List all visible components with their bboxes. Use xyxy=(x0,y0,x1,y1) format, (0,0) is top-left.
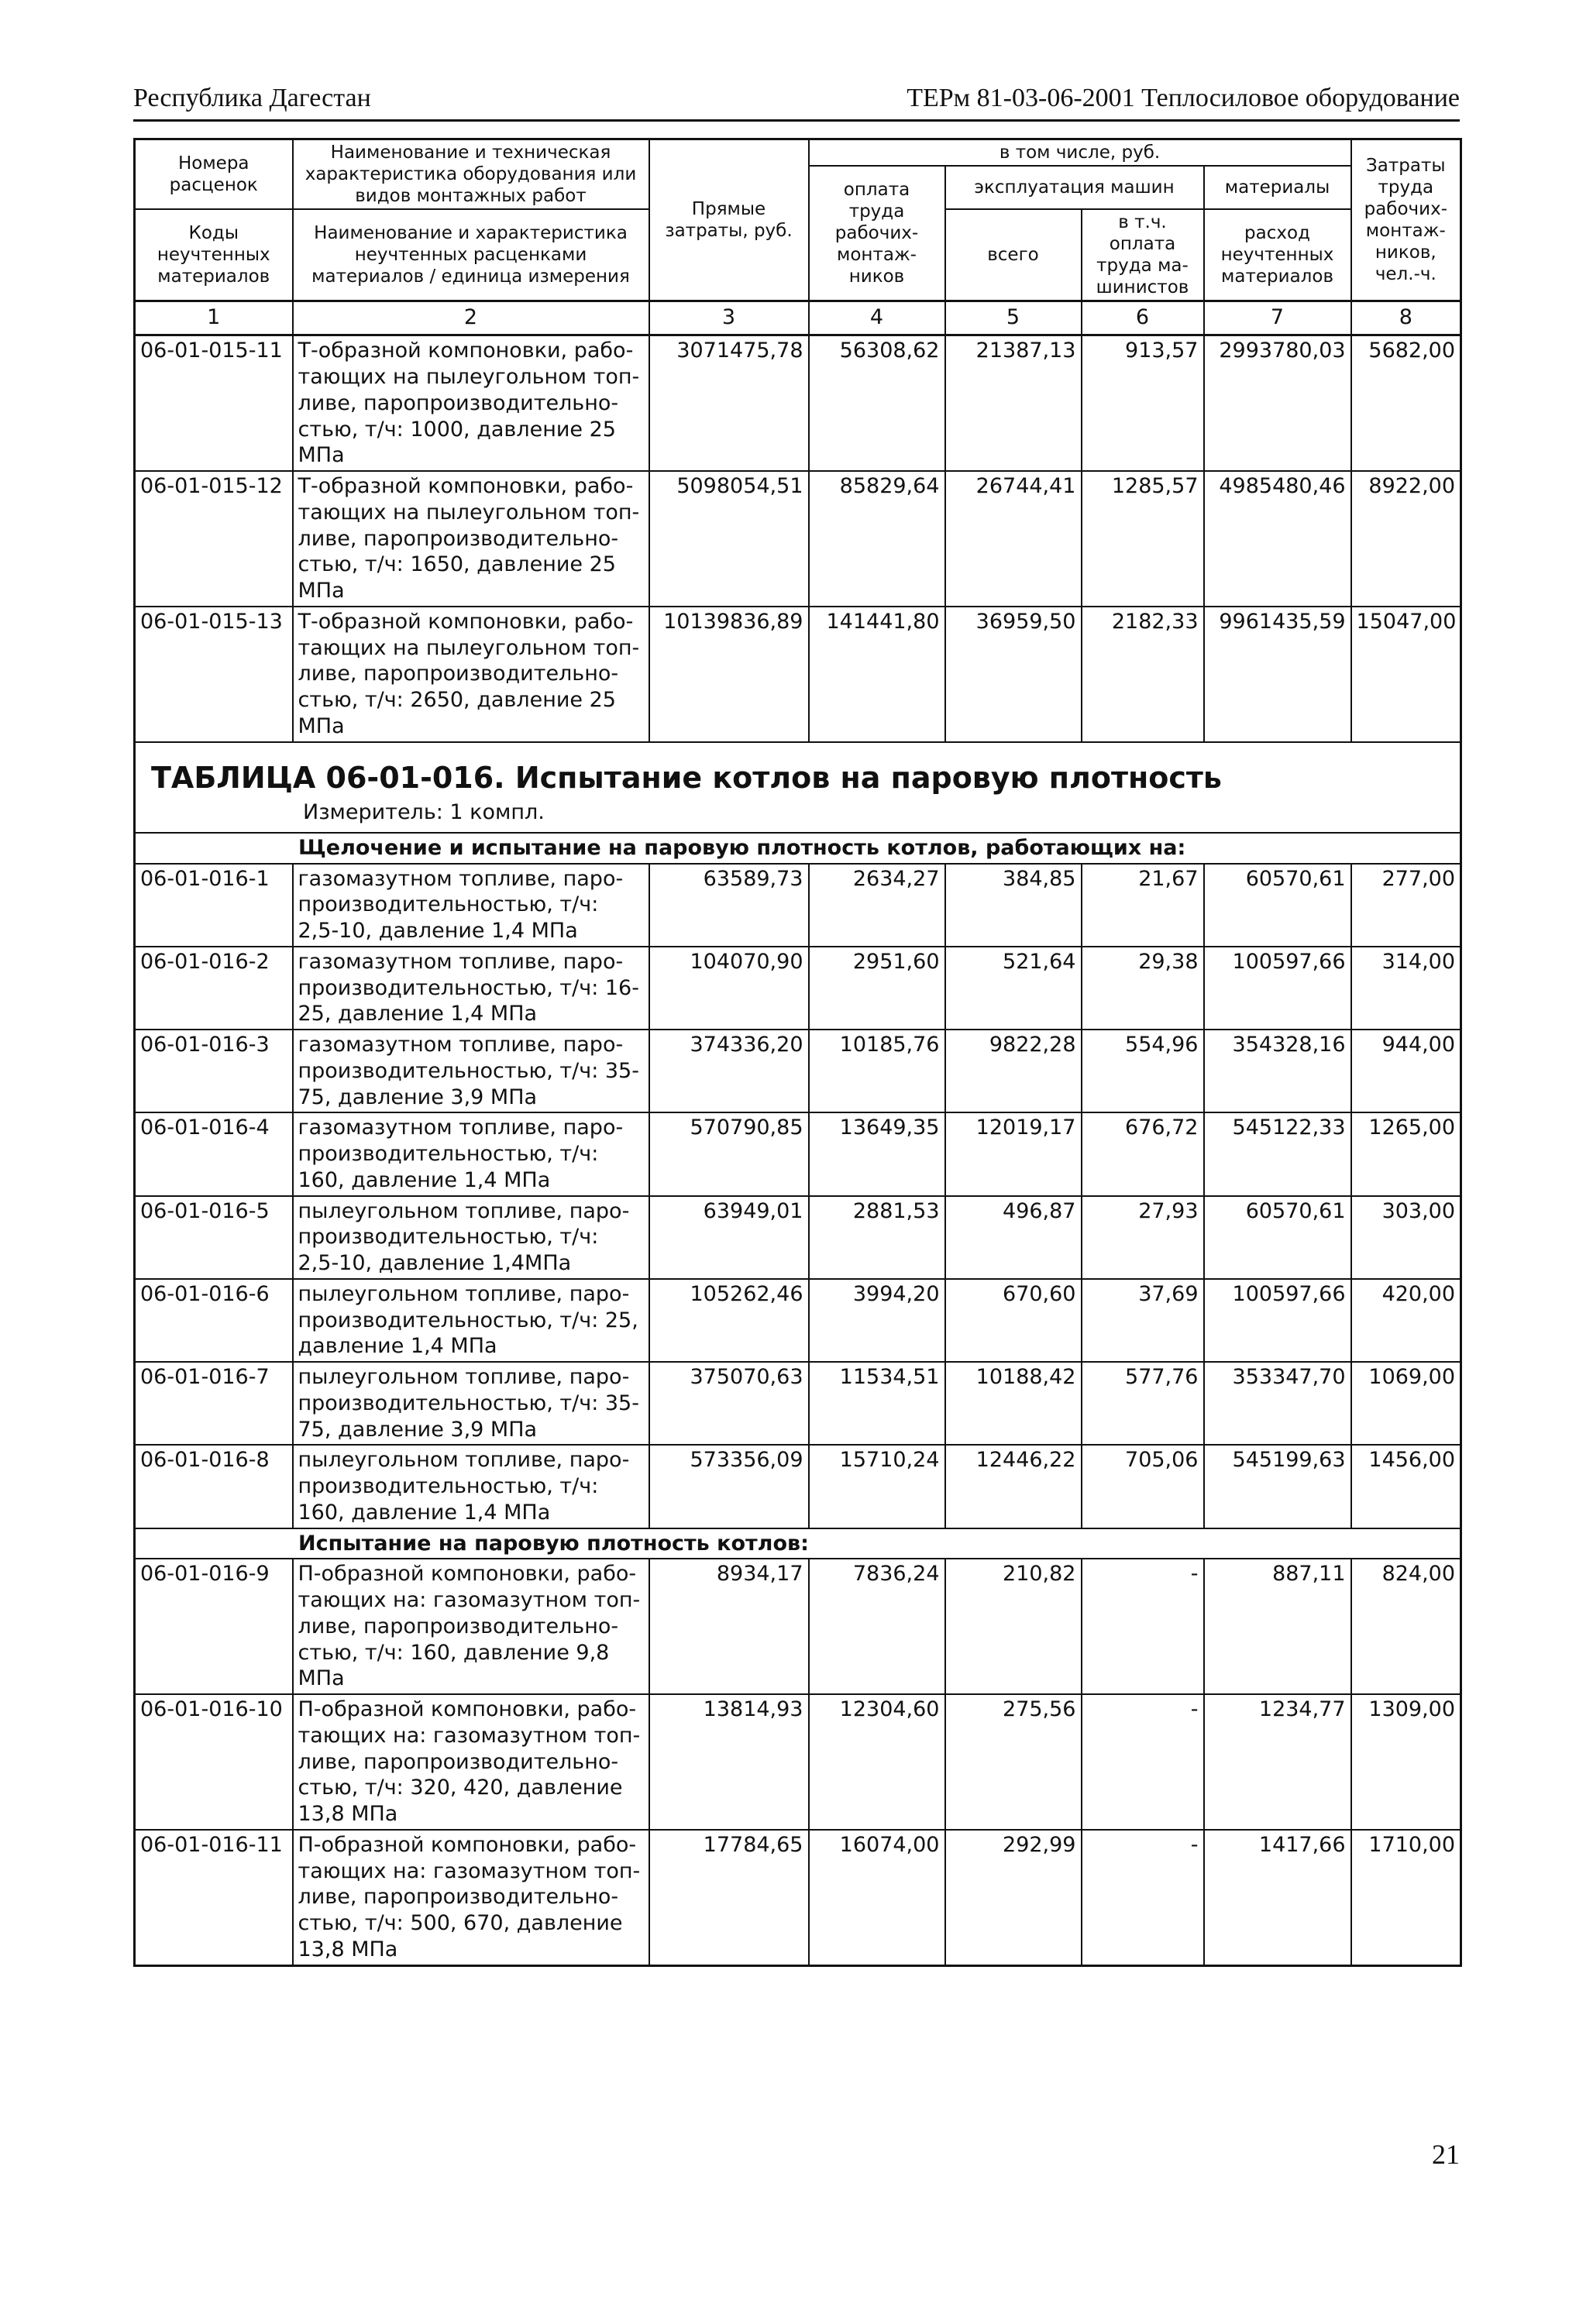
direct-costs: 570790,85 xyxy=(649,1112,809,1195)
rate-table-sheet xyxy=(133,138,1460,2075)
table-row xyxy=(135,1030,1461,1112)
machine-total: 670,60 xyxy=(945,1279,1082,1362)
table-row xyxy=(135,1694,1461,1830)
table-row xyxy=(135,1362,1461,1445)
labor-hours: 314,00 xyxy=(1351,947,1461,1030)
direct-costs: 5098054,51 xyxy=(649,471,809,607)
table-row xyxy=(135,471,1461,607)
rate-code: 06-01-015-12 xyxy=(135,471,293,607)
column-number-row xyxy=(135,301,1461,335)
direct-costs: 17784,65 xyxy=(649,1830,809,1965)
operator-pay: 676,72 xyxy=(1082,1112,1204,1195)
section-title-row xyxy=(135,742,1461,833)
materials-cost: 9961435,59 xyxy=(1204,607,1351,742)
labor-hours: 8922,00 xyxy=(1351,471,1461,607)
materials-cost: 100597,66 xyxy=(1204,1279,1351,1362)
operator-pay: 2182,33 xyxy=(1082,607,1204,742)
header-worker-pay: оплата труда рабочих-монтаж-ников xyxy=(809,166,945,301)
materials-cost: 1234,77 xyxy=(1204,1694,1351,1830)
materials-cost: 60570,61 xyxy=(1204,864,1351,947)
table-row xyxy=(135,1279,1461,1362)
direct-costs: 104070,90 xyxy=(649,947,809,1030)
direct-costs: 13814,93 xyxy=(649,1694,809,1830)
labor-hours: 824,00 xyxy=(1351,1559,1461,1694)
labor-hours: 1309,00 xyxy=(1351,1694,1461,1830)
labor-hours: 944,00 xyxy=(1351,1030,1461,1112)
rate-description: Т-образной компоновки, рабо-тающих на пылеугольном топ-ливе, паропроизводительно-стью, т/ч: 1000, давление 25 МПа xyxy=(293,335,649,471)
labor-hours: 1456,00 xyxy=(1351,1445,1461,1528)
rate-code: 06-01-016-9 xyxy=(135,1559,293,1694)
column-number: 2 xyxy=(293,301,649,335)
header-material-consumption: расход неучтенных материалов xyxy=(1204,209,1351,301)
header-machine-operation: эксплуатация машин xyxy=(945,166,1204,209)
subsection-row xyxy=(135,833,1461,864)
materials-cost: 887,11 xyxy=(1204,1559,1351,1694)
worker-pay: 10185,76 xyxy=(809,1030,945,1112)
operator-pay: 1285,57 xyxy=(1082,471,1204,607)
machine-total: 26744,41 xyxy=(945,471,1082,607)
rate-description: П-образной компоновки, рабо-тающих на: газомазутном топ-ливе, паропроизводительно-стью, т/ч: 500, 670, давление 13,8 МПа xyxy=(293,1830,649,1965)
subsection-title: Щелочение и испытание на паровую плотность котлов, работающих на: xyxy=(135,833,1461,864)
rates-table xyxy=(133,138,1462,1967)
header-machine-total: всего xyxy=(945,209,1082,301)
table-row xyxy=(135,947,1461,1030)
worker-pay: 12304,60 xyxy=(809,1694,945,1830)
rate-code: 06-01-016-7 xyxy=(135,1362,293,1445)
table-row xyxy=(135,1559,1461,1694)
header-material-codes: Коды неучтенных материалов xyxy=(135,209,293,301)
labor-hours: 15047,00 xyxy=(1351,607,1461,742)
materials-cost: 4985480,46 xyxy=(1204,471,1351,607)
materials-cost: 545122,33 xyxy=(1204,1112,1351,1195)
machine-total: 210,82 xyxy=(945,1559,1082,1694)
rate-description: Т-образной компоновки, рабо-тающих на пылеугольном топ-ливе, паропроизводительно-стью, т/ч: 2650, давление 25 МПа xyxy=(293,607,649,742)
machine-total: 275,56 xyxy=(945,1694,1082,1830)
machine-total: 36959,50 xyxy=(945,607,1082,742)
direct-costs: 63589,73 xyxy=(649,864,809,947)
worker-pay: 15710,24 xyxy=(809,1445,945,1528)
header-rate-numbers: Номера расценок xyxy=(135,139,293,210)
worker-pay: 16074,00 xyxy=(809,1830,945,1965)
rate-description: газомазутном топливе, паро-производительностью, т/ч: 35-75, давление 3,9 МПа xyxy=(293,1030,649,1112)
operator-pay: 913,57 xyxy=(1082,335,1204,471)
labor-hours: 1265,00 xyxy=(1351,1112,1461,1195)
materials-cost: 60570,61 xyxy=(1204,1196,1351,1279)
header-document-title: ТЕРм 81-03-06-2001 Теплосиловое оборудование xyxy=(907,84,1460,112)
rate-code: 06-01-016-4 xyxy=(135,1112,293,1195)
operator-pay: 37,69 xyxy=(1082,1279,1204,1362)
worker-pay: 11534,51 xyxy=(809,1362,945,1445)
rate-code: 06-01-016-1 xyxy=(135,864,293,947)
rate-code: 06-01-016-10 xyxy=(135,1694,293,1830)
machine-total: 12446,22 xyxy=(945,1445,1082,1528)
machine-total: 384,85 xyxy=(945,864,1082,947)
materials-cost: 1417,66 xyxy=(1204,1830,1351,1965)
table-row xyxy=(135,335,1461,471)
operator-pay: 577,76 xyxy=(1082,1362,1204,1445)
rate-description: Т-образной компоновки, рабо-тающих на пылеугольном топ-ливе, паропроизводительно-стью, т/ч: 1650, давление 25 МПа xyxy=(293,471,649,607)
column-number: 5 xyxy=(945,301,1082,335)
operator-pay: - xyxy=(1082,1830,1204,1965)
column-number: 7 xyxy=(1204,301,1351,335)
operator-pay: 21,67 xyxy=(1082,864,1204,947)
worker-pay: 141441,80 xyxy=(809,607,945,742)
column-number: 6 xyxy=(1082,301,1204,335)
subsection-row xyxy=(135,1528,1461,1559)
machine-total: 496,87 xyxy=(945,1196,1082,1279)
rate-description: пылеугольном топливе, паро-производительностью, т/ч: 160, давление 1,4 МПа xyxy=(293,1445,649,1528)
labor-hours: 1069,00 xyxy=(1351,1362,1461,1445)
subsection-title: Испытание на паровую плотность котлов: xyxy=(135,1528,1461,1559)
materials-cost: 2993780,03 xyxy=(1204,335,1351,471)
rate-description: пылеугольном топливе, паро-производительностью, т/ч: 25, давление 1,4 МПа xyxy=(293,1279,649,1362)
materials-cost: 100597,66 xyxy=(1204,947,1351,1030)
direct-costs: 105262,46 xyxy=(649,1279,809,1362)
page-header xyxy=(133,79,1460,122)
worker-pay: 56308,62 xyxy=(809,335,945,471)
rate-description: газомазутном топливе, паро-производительностью, т/ч: 160, давление 1,4 МПа xyxy=(293,1112,649,1195)
direct-costs: 63949,01 xyxy=(649,1196,809,1279)
rate-description: П-образной компоновки, рабо-тающих на: газомазутном топ-ливе, паропроизводительно-стью, т/ч: 320, 420, давление 13,8 МПа xyxy=(293,1694,649,1830)
materials-cost: 354328,16 xyxy=(1204,1030,1351,1112)
header-including-group: в том числе, руб. xyxy=(809,139,1351,167)
worker-pay: 2881,53 xyxy=(809,1196,945,1279)
operator-pay: 554,96 xyxy=(1082,1030,1204,1112)
rate-code: 06-01-016-5 xyxy=(135,1196,293,1279)
materials-cost: 545199,63 xyxy=(1204,1445,1351,1528)
table-body xyxy=(135,335,1461,1965)
table-row xyxy=(135,1112,1461,1195)
rate-code: 06-01-015-11 xyxy=(135,335,293,471)
column-number: 1 xyxy=(135,301,293,335)
table-row xyxy=(135,1830,1461,1965)
rate-description: пылеугольном топливе, паро-производительностью, т/ч: 2,5-10, давление 1,4МПа xyxy=(293,1196,649,1279)
header-region: Республика Дагестан xyxy=(133,84,371,112)
rate-code: 06-01-016-3 xyxy=(135,1030,293,1112)
worker-pay: 7836,24 xyxy=(809,1559,945,1694)
rate-description: П-образной компоновки, рабо-тающих на: газомазутном топ-ливе, паропроизводительно-стью, т/ч: 160, давление 9,8 МПа xyxy=(293,1559,649,1694)
operator-pay: - xyxy=(1082,1559,1204,1694)
section-meter: Измеритель: 1 компл. xyxy=(303,800,545,825)
direct-costs: 374336,20 xyxy=(649,1030,809,1112)
rate-description: газомазутном топливе, паро-производительностью, т/ч: 2,5-10, давление 1,4 МПа xyxy=(293,864,649,947)
labor-hours: 277,00 xyxy=(1351,864,1461,947)
machine-total: 10188,42 xyxy=(945,1362,1082,1445)
machine-total: 21387,13 xyxy=(945,335,1082,471)
column-number: 4 xyxy=(809,301,945,335)
header-operator-pay: в т.ч. оплата труда ма-шинистов xyxy=(1082,209,1204,301)
operator-pay: - xyxy=(1082,1694,1204,1830)
table-row xyxy=(135,864,1461,947)
rate-code: 06-01-016-11 xyxy=(135,1830,293,1965)
worker-pay: 3994,20 xyxy=(809,1279,945,1362)
rate-code: 06-01-015-13 xyxy=(135,607,293,742)
rate-code: 06-01-016-6 xyxy=(135,1279,293,1362)
machine-total: 12019,17 xyxy=(945,1112,1082,1195)
direct-costs: 10139836,89 xyxy=(649,607,809,742)
table-header xyxy=(135,139,1461,335)
rate-description: газомазутном топливе, паро-производительностью, т/ч: 16-25, давление 1,4 МПа xyxy=(293,947,649,1030)
header-work-name: Наименование и техническая характеристика оборудования или видов монтажных работ xyxy=(293,139,649,210)
direct-costs: 375070,63 xyxy=(649,1362,809,1445)
rate-description: пылеугольном топливе, паро-производительностью, т/ч: 35-75, давление 3,9 МПа xyxy=(293,1362,649,1445)
labor-hours: 5682,00 xyxy=(1351,335,1461,471)
direct-costs: 8934,17 xyxy=(649,1559,809,1694)
machine-total: 521,64 xyxy=(945,947,1082,1030)
operator-pay: 27,93 xyxy=(1082,1196,1204,1279)
worker-pay: 2634,27 xyxy=(809,864,945,947)
machine-total: 292,99 xyxy=(945,1830,1082,1965)
direct-costs: 3071475,78 xyxy=(649,335,809,471)
worker-pay: 2951,60 xyxy=(809,947,945,1030)
materials-cost: 353347,70 xyxy=(1204,1362,1351,1445)
rate-code: 06-01-016-8 xyxy=(135,1445,293,1528)
section-title: ТАБЛИЦА 06-01-016. Испытание котлов на паровую плотность xyxy=(151,760,1222,795)
operator-pay: 29,38 xyxy=(1082,947,1204,1030)
rate-code: 06-01-016-2 xyxy=(135,947,293,1030)
table-row xyxy=(135,1445,1461,1528)
labor-hours: 1710,00 xyxy=(1351,1830,1461,1965)
operator-pay: 705,06 xyxy=(1082,1445,1204,1528)
page-number: 21 xyxy=(1432,2139,1460,2170)
column-number: 8 xyxy=(1351,301,1461,335)
header-materials: материалы xyxy=(1204,166,1351,209)
header-labor-hours: Затраты труда рабочих-монтаж-ников, чел.-ч. xyxy=(1351,139,1461,301)
column-number: 3 xyxy=(649,301,809,335)
direct-costs: 573356,09 xyxy=(649,1445,809,1528)
machine-total: 9822,28 xyxy=(945,1030,1082,1112)
worker-pay: 13649,35 xyxy=(809,1112,945,1195)
table-row xyxy=(135,607,1461,742)
labor-hours: 303,00 xyxy=(1351,1196,1461,1279)
table-row xyxy=(135,1196,1461,1279)
header-material-names: Наименование и характеристика неучтенных расценками материалов / единица измерения xyxy=(293,209,649,301)
worker-pay: 85829,64 xyxy=(809,471,945,607)
labor-hours: 420,00 xyxy=(1351,1279,1461,1362)
header-direct-costs: Прямые затраты, руб. xyxy=(649,139,809,301)
